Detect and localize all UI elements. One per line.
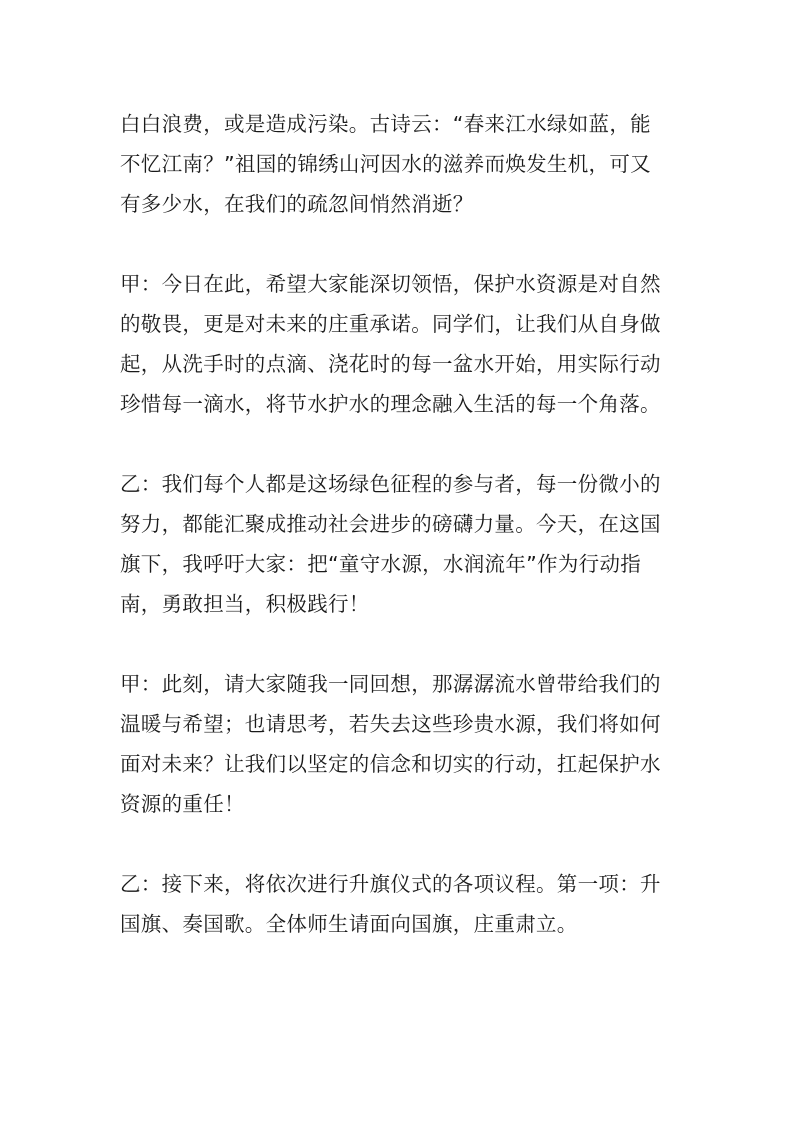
paragraph-speaker-jia-1 <box>120 264 676 424</box>
document-body <box>120 104 676 984</box>
text-line: 努力，都能汇聚成推动社会进步的磅礴力量。今天，在这国 <box>120 512 661 536</box>
text-line: 南，勇敢担当，积极践行！ <box>120 592 370 616</box>
text-line: 温暖与希望；也请思考，若失去这些珍贵水源，我们将如何 <box>120 712 661 736</box>
paragraph-speaker-yi-1 <box>120 464 676 624</box>
text-line: 旗下，我呼吁大家：把“童守水源，水润流年”作为行动指 <box>120 552 642 576</box>
text-line: 国旗、奏国歌。全体师生请面向国旗，庄重肃立。 <box>120 912 578 936</box>
text-line: 面对未来？让我们以坚定的信念和切实的行动，扛起保护水 <box>120 752 661 776</box>
paragraph-speaker-jia-2 <box>120 664 676 824</box>
text-line: 乙：我们每个人都是这场绿色征程的参与者，每一份微小的 <box>120 472 661 496</box>
text-line: 甲：此刻，请大家随我一同回想，那潺潺流水曾带给我们的 <box>120 672 661 696</box>
text-line: 资源的重任！ <box>120 792 245 816</box>
text-line: 起，从洗手时的点滴、浇花时的每一盆水开始，用实际行动 <box>120 352 661 376</box>
text-line: 乙：接下来，将依次进行升旗仪式的各项议程。第一项：升 <box>120 872 661 896</box>
text-line: 有多少水，在我们的疏忽间悄然消逝？ <box>120 192 474 216</box>
paragraph-water-waste <box>120 104 676 224</box>
text-line: 不忆江南？”祖国的锦绣山河因水的滋养而焕发生机，可又 <box>120 152 651 176</box>
text-line: 白白浪费，或是造成污染。古诗云：“春来江水绿如蓝，能 <box>120 112 651 136</box>
paragraph-speaker-yi-2 <box>120 864 676 944</box>
text-line: 的敬畏，更是对未来的庄重承诺。同学们，让我们从自身做 <box>120 312 661 336</box>
text-line: 甲：今日在此，希望大家能深切领悟，保护水资源是对自然 <box>120 272 661 296</box>
text-line: 珍惜每一滴水，将节水护水的理念融入生活的每一个角落。 <box>120 392 661 416</box>
